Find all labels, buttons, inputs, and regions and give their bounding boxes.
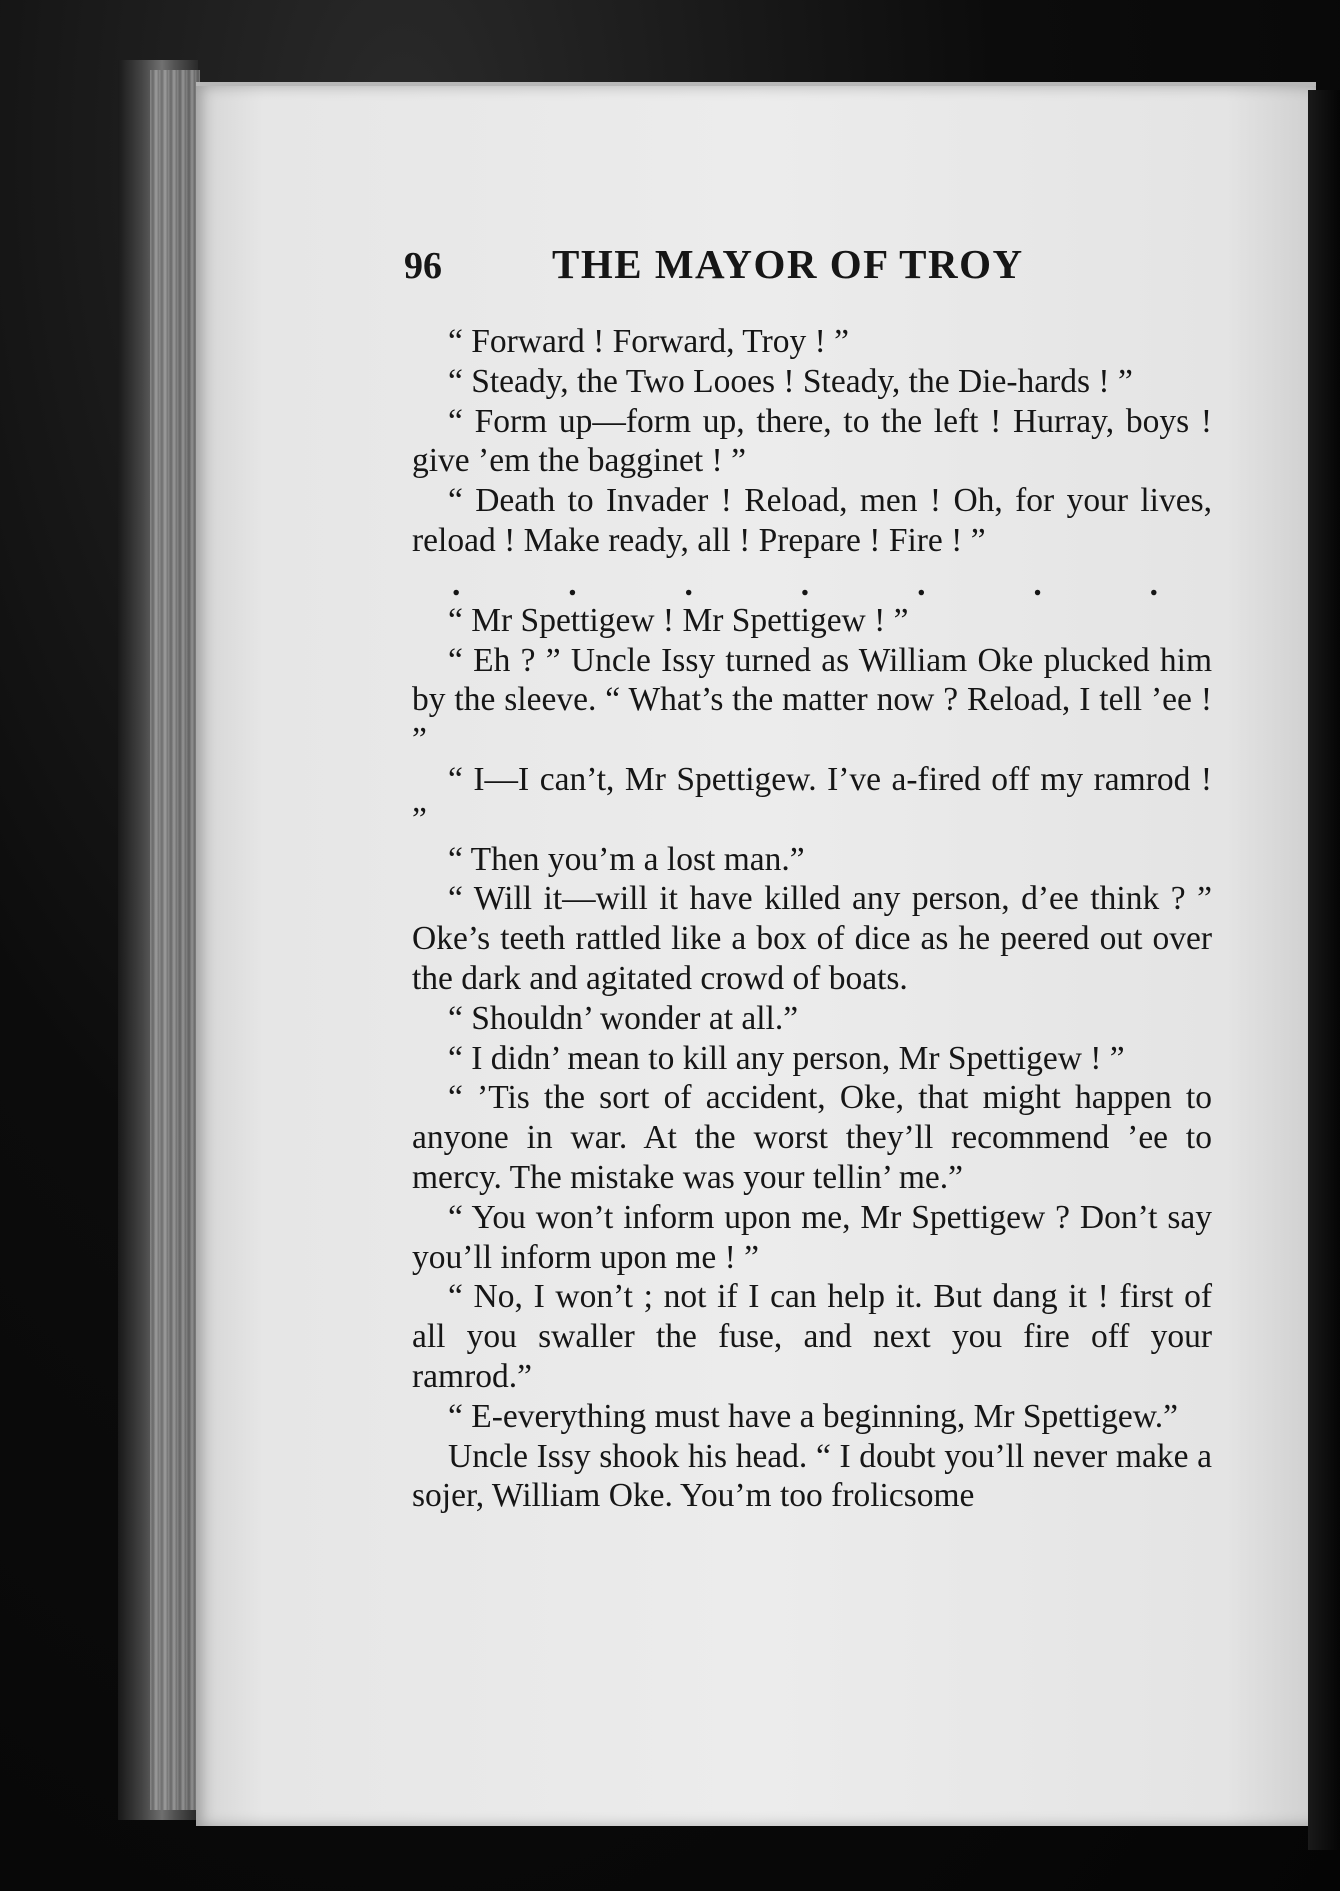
dot: . (1033, 565, 1042, 603)
paragraph: “ Forward ! Forward, Troy ! ” (448, 323, 850, 360)
paragraph: “ No, I won’t ; not if I can help it. But dang it ! first of all you swaller the fuse, and next you fire off your ramrod.” (412, 1278, 1212, 1395)
paragraph: “ You won’t inform upon me, Mr Spettigew ? Don’t say you’ll inform upon me ! ” (412, 1198, 1212, 1276)
running-title: THE MAYOR OF TROY (552, 241, 1024, 287)
paragraph: “ I—I can’t, Mr Spettigew. I’ve a-fired off my ramrod ! ” (412, 760, 1212, 838)
paragraph: “ Mr Spettigew ! Mr Spettigew ! ” (448, 601, 909, 639)
paragraph: “ Steady, the Two Looes ! Steady, the Die-hards ! ” (448, 362, 1133, 400)
dot: . (800, 565, 810, 603)
body-text (412, 322, 1212, 1516)
paragraph: “ I didn’ mean to kill any person, Mr Spettigew ! ” (448, 1039, 1125, 1077)
paragraph: “ Will it—will it have killed any person, d’ee think ? ” Oke’s teeth rattled like a box of dice as he peered out over the dark and agitated crowd of boats. (412, 880, 1212, 997)
page-header (404, 241, 1074, 304)
paragraph: “ Shouldn’ wonder at all.” (448, 999, 799, 1037)
paragraph: “ ’Tis the sort of accident, Oke, that might happen to anyone in war. At the worst they’ll recommend ’ee to mercy. The mistake was your tellin’ me.” (412, 1079, 1212, 1196)
paragraph: “ E-everything must have a beginning, Mr Spettigew.” (448, 1397, 1178, 1435)
dot: . (684, 565, 693, 603)
paragraph: “ Eh ? ” Uncle Issy turned as William Oke plucked him by the sleeve. “ What’s the matter now ? Reload, I tell ’ee ! ” (412, 641, 1212, 759)
section-break-dots (412, 565, 1212, 605)
dot: . (1149, 565, 1158, 603)
page-number: 96 (404, 245, 442, 287)
right-shadow (1308, 90, 1340, 1850)
page-edges (150, 70, 200, 1810)
paragraph: “ Death to Invader ! Reload, men ! Oh, for your lives, reload ! Make ready, all ! Prepare ! Fire ! ” (412, 482, 1212, 559)
paragraph: “ Form up—form up, there, to the left ! Hurray, boys ! give ’em the bagginet ! ” (412, 402, 1212, 480)
dot: . (568, 565, 577, 603)
paragraph: Uncle Issy shook his head. “ I doubt you’ll never make a sojer, William Oke. You’m too frolicsome (412, 1437, 1212, 1515)
paragraph: “ Then you’m a lost man.” (448, 840, 805, 878)
dot: . (917, 565, 926, 603)
dot: . (452, 565, 461, 603)
